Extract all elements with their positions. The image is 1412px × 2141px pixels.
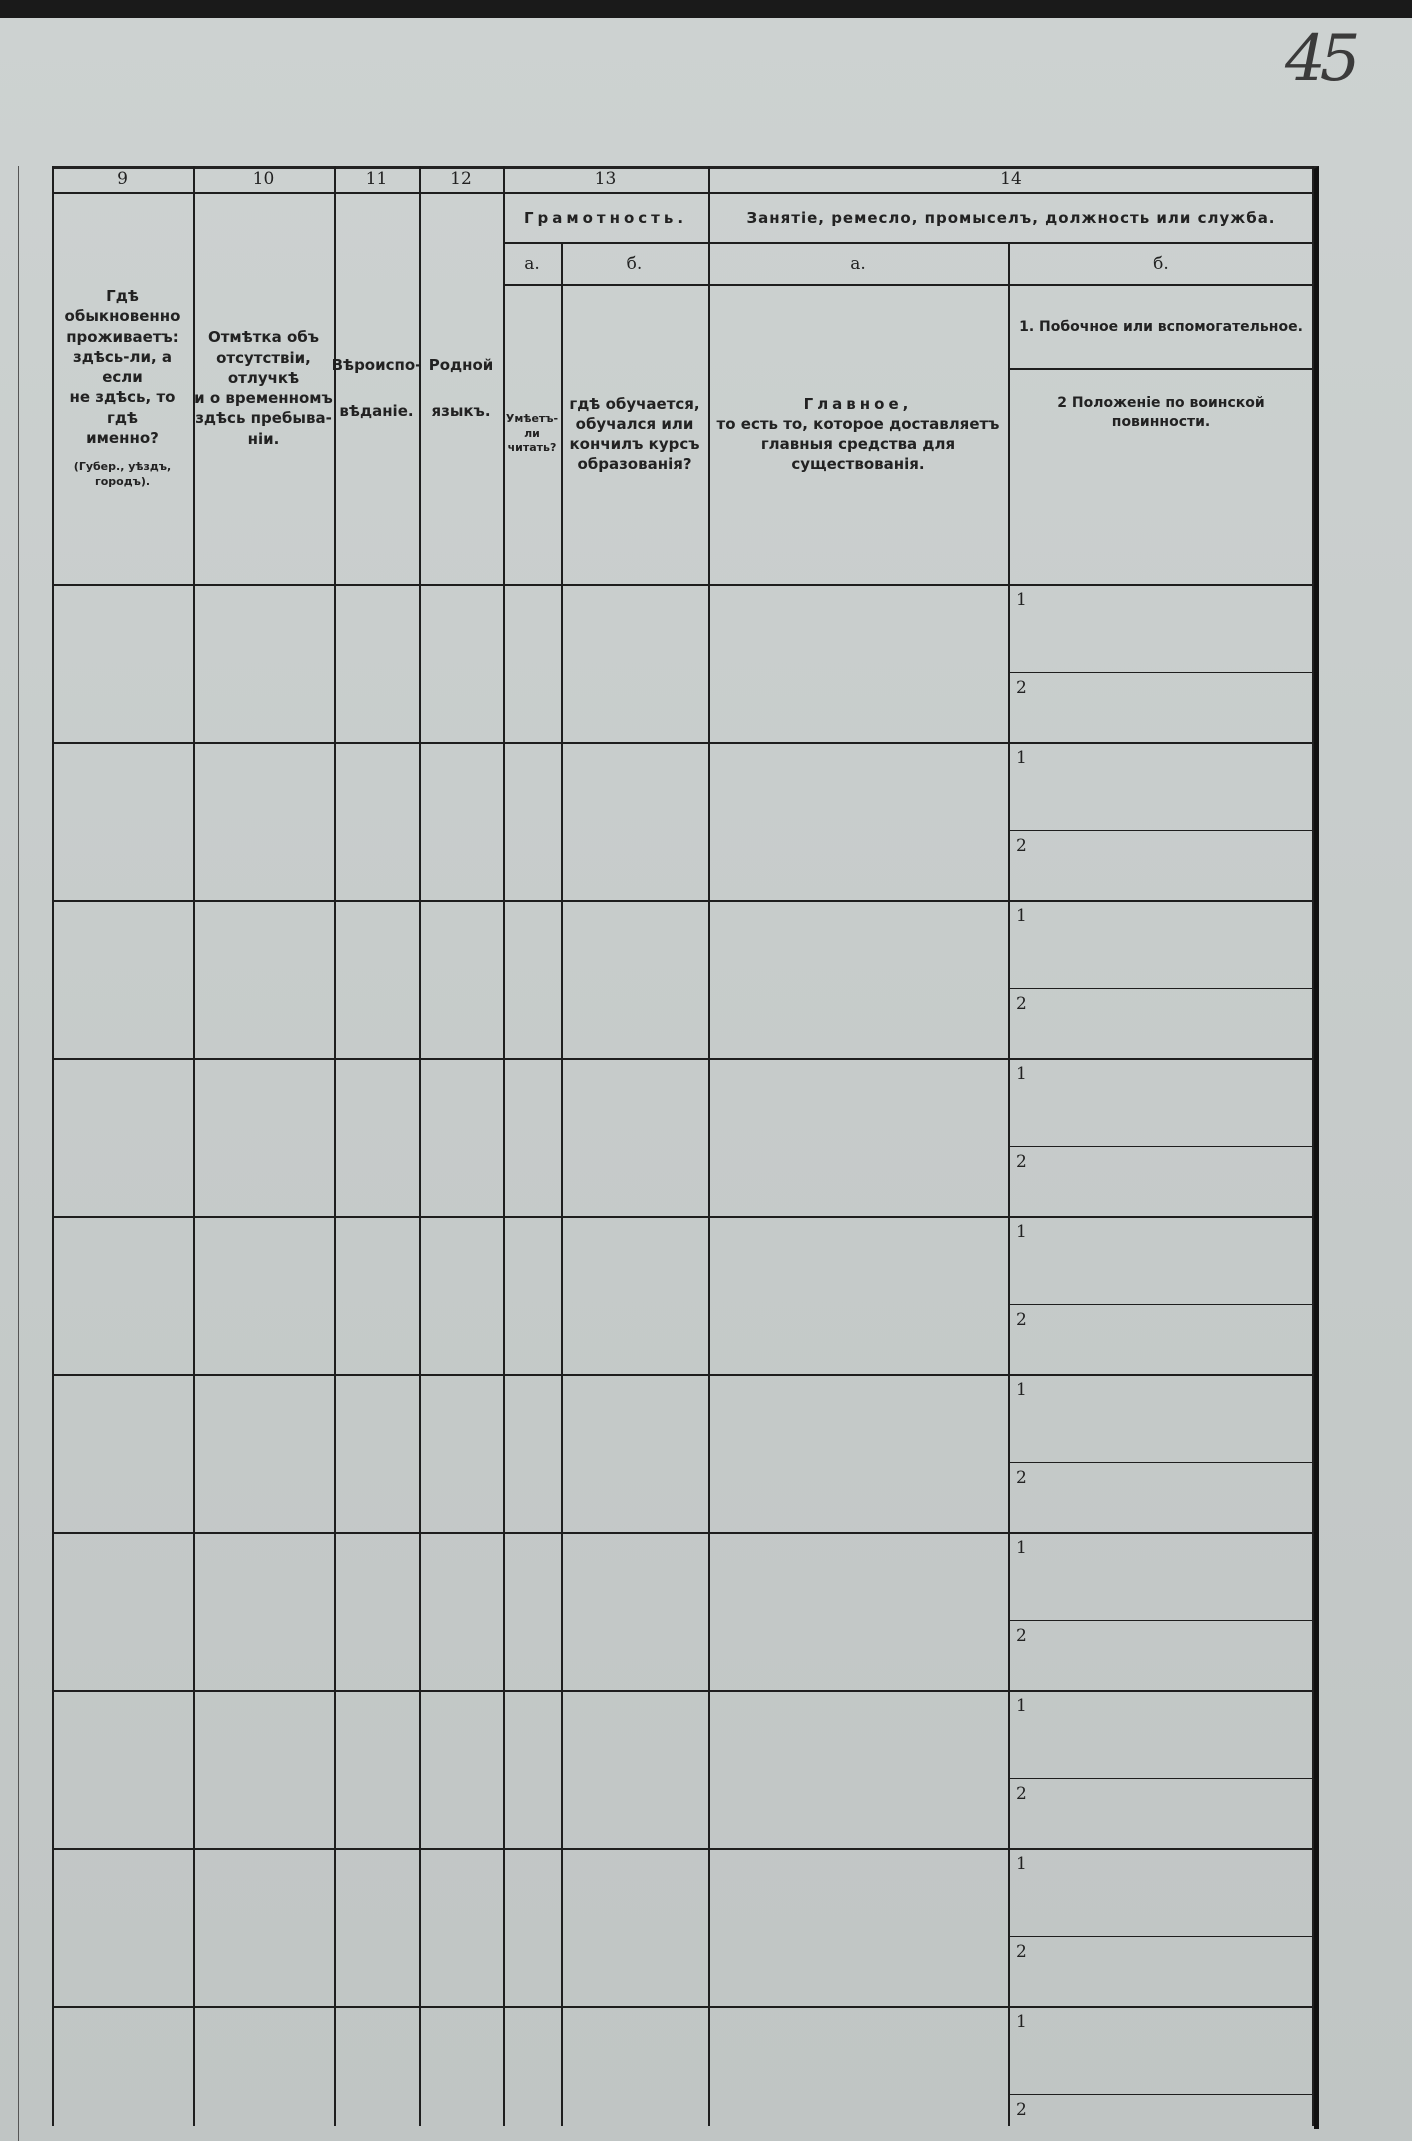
col-11-number: 11 [365, 168, 388, 189]
col-13-a-line-2: ли [524, 426, 540, 440]
col-13-a-header [503, 286, 561, 582]
row-label-2: 2 [1016, 1784, 1027, 1804]
col-11-line-1: Вѣроиспо- [331, 355, 422, 374]
col-14-number: 14 [1000, 168, 1022, 189]
col-14-title: Занятіе, ремесло, промыселъ, должность или служба. [746, 208, 1276, 227]
row-separator [52, 2006, 1314, 2008]
row-label-2: 2 [1016, 1310, 1027, 1330]
row-separator [52, 1532, 1314, 1534]
row-label-1: 1 [1016, 748, 1027, 768]
col-line-left [52, 166, 54, 2126]
row-label-2: 2 [1016, 678, 1027, 698]
col-9-line-1: Гдѣ обыкновенно [64, 287, 181, 326]
col-9-line-5: именно? [86, 428, 159, 447]
col-11-line-2: вѣданіе. [339, 402, 414, 420]
col-14-a-line-1: Главное, [803, 394, 913, 413]
col-10-line-2: отсутствіи, отлучкѣ [216, 348, 311, 387]
row-label-2: 2 [1016, 994, 1027, 1014]
row-subdivider [1008, 1620, 1314, 1621]
row-label-2: 2 [1016, 1626, 1027, 1646]
col-9-line-4: не здѣсь, то гдѣ [69, 388, 176, 427]
row-subdivider [1008, 988, 1314, 989]
row-subdivider [1008, 1936, 1314, 1937]
col-line-11 [334, 166, 336, 2126]
row-label-2: 2 [1016, 836, 1027, 856]
col-12-line-2: языкъ. [431, 402, 491, 420]
row-label-1: 1 [1016, 1222, 1027, 1242]
row-label-1: 1 [1016, 1696, 1027, 1716]
header-rule-sublabels [503, 284, 1314, 286]
row-subdivider [1008, 672, 1314, 673]
row-label-1: 1 [1016, 1380, 1027, 1400]
row-label-1: 1 [1016, 1854, 1027, 1874]
col-12-header [419, 194, 503, 582]
page-number: 45 [1285, 22, 1355, 96]
row-separator [52, 1848, 1314, 1850]
row-separator [52, 1058, 1314, 1060]
col-14-b1-header: 1. Побочное или вспомогательное. [1019, 318, 1303, 335]
header-rule-titles [503, 242, 1314, 244]
row-subdivider [1008, 1304, 1314, 1305]
col-line-14b [1008, 244, 1010, 2126]
col-line-12 [419, 166, 421, 2126]
col-14-a-label: а. [850, 253, 866, 274]
row-label-1: 1 [1016, 1538, 1027, 1558]
row-label-1: 1 [1016, 590, 1027, 610]
col-14-b-label: б. [1153, 253, 1169, 274]
col-10-line-1: Отмѣтка объ [207, 328, 319, 347]
col-9-line-3: здѣсь-ли, а если [72, 347, 172, 387]
col-9-note: (Губер., уѣздъ, городъ). [73, 460, 172, 488]
header-rule-b1 [1008, 368, 1314, 370]
col-13-b-line-4: образованія? [577, 455, 692, 474]
row-separator [52, 1374, 1314, 1376]
row-label-2: 2 [1016, 1468, 1027, 1488]
col-13-number: 13 [594, 168, 617, 189]
col-10-line-4: здѣсь пребыва- [195, 409, 332, 428]
col-13-a-line-1: Умѣетъ- [505, 411, 559, 425]
col-13-a-line-3: читать? [507, 441, 557, 455]
col-10-line-5: ніи. [247, 429, 280, 448]
row-separator [52, 900, 1314, 902]
col-13-a-label: а. [524, 253, 540, 274]
col-10-line-3: и о временномъ [194, 389, 333, 407]
col-9-line-2: проживаетъ: [66, 327, 179, 346]
row-subdivider [1008, 830, 1314, 831]
row-label-1: 1 [1016, 906, 1027, 926]
row-separator [52, 1216, 1314, 1218]
row-separator [52, 742, 1314, 744]
row-label-2: 2 [1016, 1152, 1027, 1172]
col-13-b-line-1: гдѣ обучается, [569, 394, 700, 413]
col-line-14 [708, 166, 710, 2126]
col-13-b-line-2: обучался или [575, 414, 694, 433]
row-separator [52, 1690, 1314, 1692]
col-14-a-line-2: то есть то, которое доставляетъ [716, 414, 1000, 433]
col-13-b-header [561, 286, 708, 582]
col-12-number: 12 [450, 168, 472, 189]
row-label-1: 1 [1016, 2012, 1027, 2032]
col-line-10 [193, 166, 195, 2126]
row-separator [52, 584, 1314, 586]
row-subdivider [1008, 1462, 1314, 1463]
col-12-line-1: Родной [428, 355, 494, 374]
col-10-number: 10 [252, 168, 275, 189]
col-14-b2-header: 2 Положеніе по воинской повинности. [1057, 395, 1265, 430]
binding-margin [0, 166, 19, 2141]
col-9-header [52, 194, 193, 582]
row-label-1: 1 [1016, 1064, 1027, 1084]
col-line-13 [503, 166, 505, 2126]
col-14-a-header [708, 286, 1008, 582]
row-subdivider [1008, 1146, 1314, 1147]
col-10-header [193, 194, 334, 582]
header-rule-top [52, 192, 1314, 194]
row-subdivider [1008, 2094, 1314, 2095]
row-subdivider [1008, 1778, 1314, 1779]
row-label-2: 2 [1016, 2100, 1027, 2120]
col-11-header [331, 194, 422, 582]
col-14-a-line-3: главныя средства для существованія. [760, 435, 956, 474]
col-9-number: 9 [117, 168, 128, 189]
census-form-table [52, 166, 1314, 2126]
col-13-b-line-3: кончилъ курсъ [569, 435, 700, 453]
row-label-2: 2 [1016, 1942, 1027, 1962]
col-line-13b [561, 244, 563, 2126]
col-13-title: Грамотность. [523, 208, 688, 227]
col-13-b-label: б. [626, 253, 643, 274]
